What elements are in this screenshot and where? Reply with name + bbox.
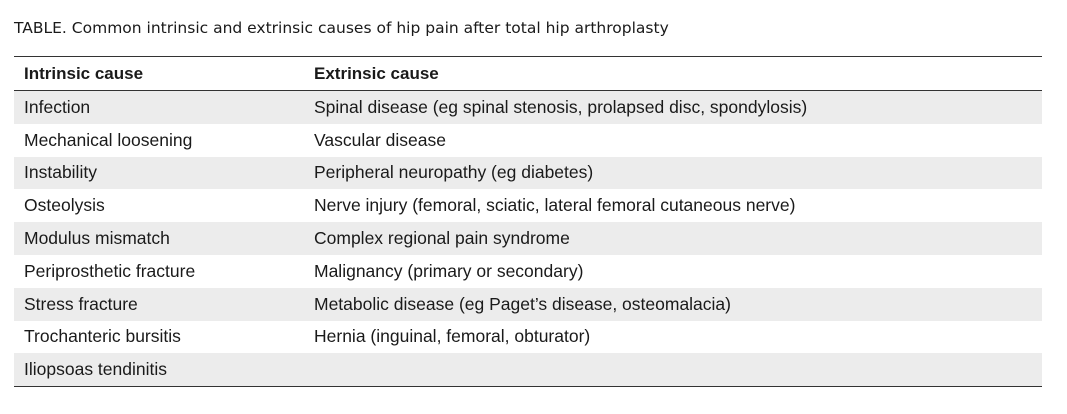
table-row	[14, 157, 1042, 190]
intrinsic-cell: Stress fracture	[14, 288, 304, 321]
table-row	[14, 288, 1042, 321]
table-header	[14, 57, 1042, 91]
intrinsic-cell: Instability	[14, 157, 304, 190]
causes-table-container	[14, 56, 1042, 387]
intrinsic-cell: Osteolysis	[14, 189, 304, 222]
extrinsic-cell	[304, 353, 1042, 386]
intrinsic-cell: Mechanical loosening	[14, 124, 304, 157]
table-row	[14, 222, 1042, 255]
intrinsic-cell: Iliopsoas tendinitis	[14, 353, 304, 386]
table-row	[14, 321, 1042, 354]
table-row	[14, 255, 1042, 288]
extrinsic-cell: Peripheral neuropathy (eg diabetes)	[304, 157, 1042, 190]
extrinsic-cell: Metabolic disease (eg Paget’s disease, osteomalacia)	[304, 288, 1042, 321]
header-row	[14, 57, 1042, 91]
extrinsic-cell: Malignancy (primary or secondary)	[304, 255, 1042, 288]
causes-table	[14, 56, 1042, 387]
table-caption-label: TABLE.	[14, 19, 67, 37]
intrinsic-cell: Modulus mismatch	[14, 222, 304, 255]
table-row	[14, 189, 1042, 222]
table-row	[14, 353, 1042, 386]
extrinsic-cell: Complex regional pain syndrome	[304, 222, 1042, 255]
extrinsic-cell: Nerve injury (femoral, sciatic, lateral femoral cutaneous nerve)	[304, 189, 1042, 222]
intrinsic-cell: Trochanteric bursitis	[14, 321, 304, 354]
intrinsic-cell: Infection	[14, 91, 304, 124]
header-extrinsic-cause: Extrinsic cause	[304, 57, 1042, 91]
extrinsic-cell: Vascular disease	[304, 124, 1042, 157]
table-caption-text: Common intrinsic and extrinsic causes of hip pain after total hip arthroplasty	[71, 19, 669, 37]
extrinsic-cell: Hernia (inguinal, femoral, obturator)	[304, 321, 1042, 354]
extrinsic-cell: Spinal disease (eg spinal stenosis, prolapsed disc, spondylosis)	[304, 91, 1042, 124]
intrinsic-cell: Periprosthetic fracture	[14, 255, 304, 288]
table-caption	[14, 19, 669, 37]
table-body	[14, 91, 1042, 387]
table-row	[14, 124, 1042, 157]
header-intrinsic-cause: Intrinsic cause	[14, 57, 304, 91]
table-row	[14, 91, 1042, 124]
